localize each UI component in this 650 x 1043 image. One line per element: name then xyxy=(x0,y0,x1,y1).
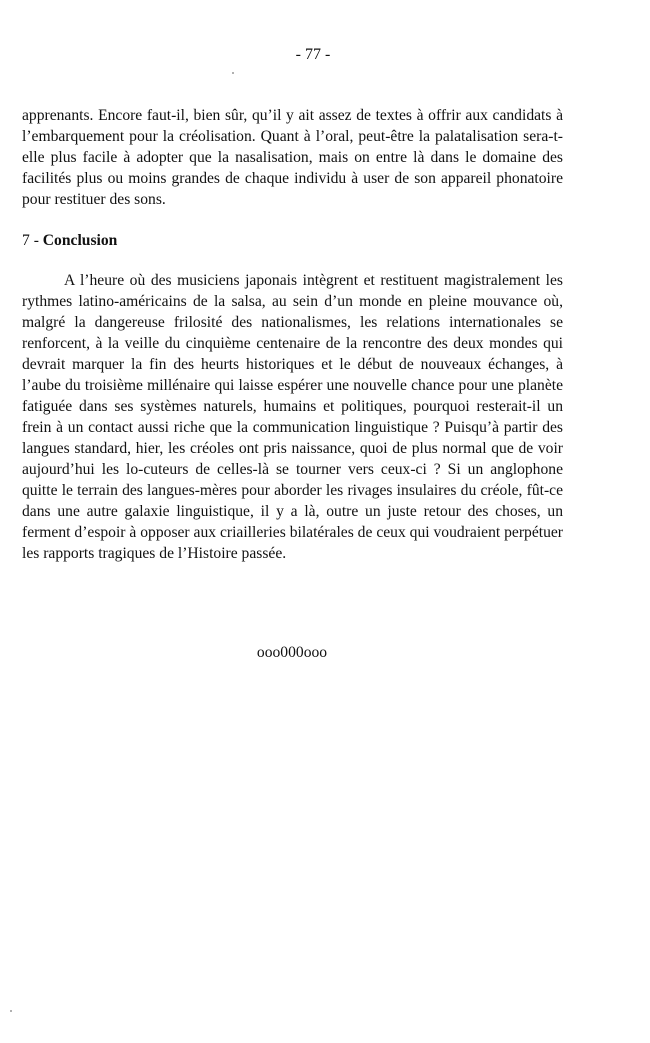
page-number: - 77 - xyxy=(295,46,331,63)
scan-speck xyxy=(232,72,234,74)
section-number: 7 - xyxy=(22,232,39,249)
paragraph-conclusion: A l’heure où des musiciens japonais intègrent et restituent magistralement les rythmes latino-américains de la salsa, au sein d’un monde en pleine mouvance où, malgré la dangereuse frilosité des nationalismes, les relations internationales se renforcent, à la veille du cinquième centenaire de la rencontre des deux mondes qui devrait marquer la fin des heurts historiques et le début de nouveaux échanges, à l’aube du troisième millénaire qui laisse espérer une nouvelle chance pour une planète fatiguée dans ses systèmes naturels, humains et politiques, pourquoi resterait-il un frein à un contact aussi riche que la communication linguistique ? Puisqu’à partir des langues standard, hier, les créoles ont pris naissance, quoi de plus normal que de voir aujourd’hui les lo-cuteurs de celles-là se tourner vers ceux-ci ? Si un anglophone quitte le terrain des langues-mères pour aborder les rivages insulaires du créole, fût-ce dans une autre galaxie linguistique, il y a là, outre un juste retour des choses, un ferment d’espoir à opposer aux criailleries bilatérales de ceux qui voudraient perpétuer les rapports tragiques de l’Histoire passée. xyxy=(22,272,563,562)
scan-speck xyxy=(10,1010,12,1012)
paragraph-intro: apprenants. Encore faut-il, bien sûr, qu’il y ait assez de textes à offrir aux candidats à l’embarquement pour la créolisation. Quant à l’oral, peut-être la palatalisation sera-t-elle plus facile à adopter que la nasalisation, mais on entre là dans le domaine des facilités plus ou moins grandes de chaque individu à user de son appareil phonatoire pour restituer des sons. xyxy=(22,107,563,208)
section-heading xyxy=(22,230,117,251)
section-title: Conclusion xyxy=(42,232,118,249)
section-end-ornament: ooo000ooo xyxy=(256,644,328,661)
